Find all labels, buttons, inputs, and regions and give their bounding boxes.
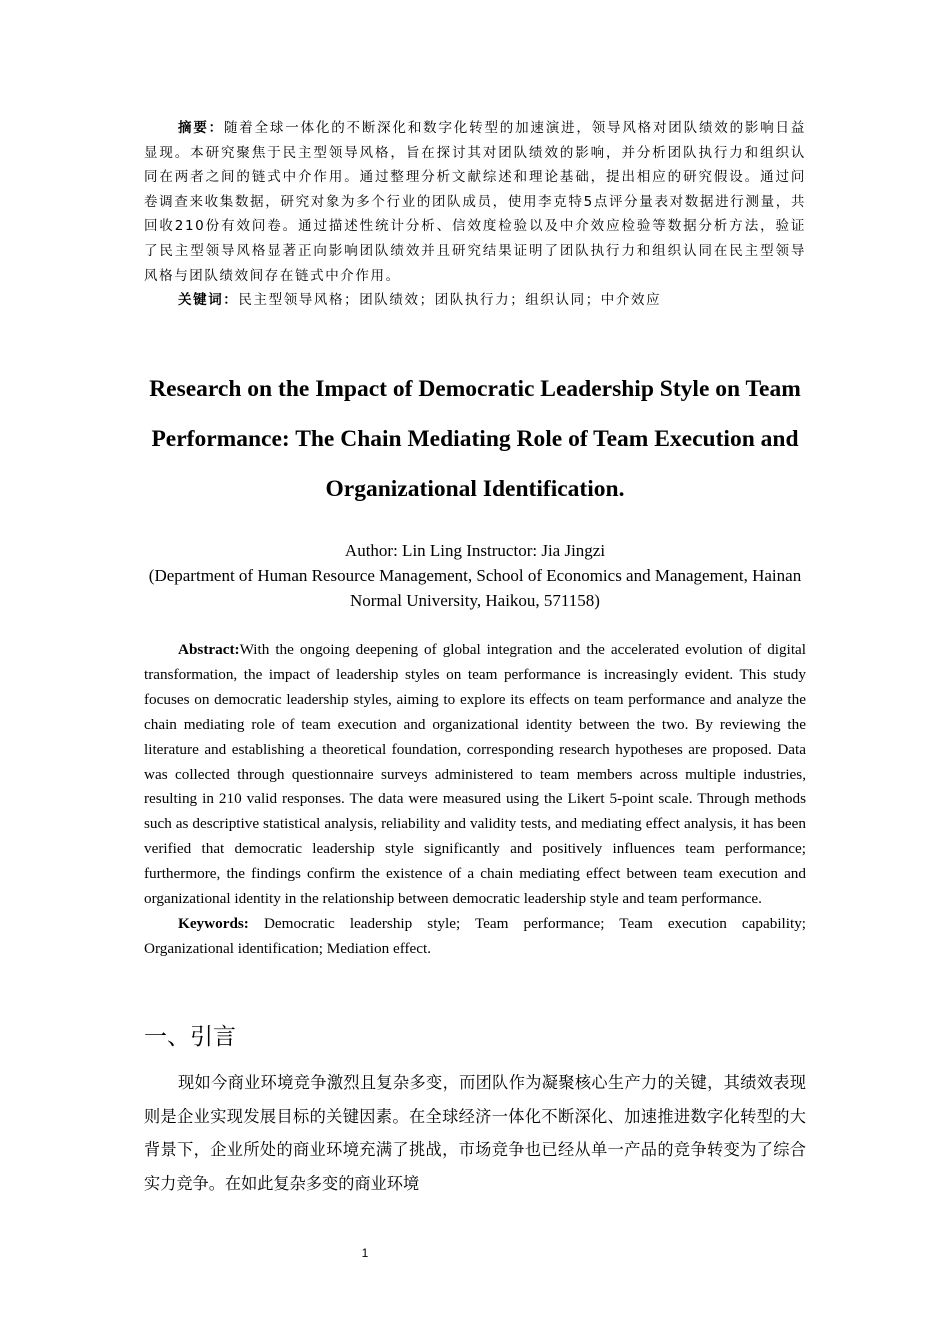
introduction-paragraph: 现如今商业环境竞争激烈且复杂多变，而团队作为凝聚核心生产力的关键，其绩效表现则是企业实现发展目标的关键因素。在全球经济一体化不断深化、加速推进数字化转型的大背景下，企业所处的商业环境充满了挑战，市场竞争也已经从单一产品的竞争转变为了综合实力竞争。在如此复杂多变的商业环境 — [144, 1073, 806, 1193]
author-affiliation: (Department of Human Resource Management, School of Economics and Management, Hainan Normal University, Haikou, 571158) — [148, 566, 802, 610]
english-abstract-text: With the ongoing deepening of global integration and the accelerated evolution of digital transformation, the impact of leadership styles on team performance is increasingly evident. This study focuses on democratic leadership styles, aiming to explore its effects on team performance and analyze the chain mediating role of team execution and organizational identity between the two. By reviewing the literature and establishing a theoretical foundation, corresponding research hypotheses are proposed. Data was collected through questionnaire surveys administered to team members across multiple industries, resulting in 210 valid responses. The data were measured using the Likert 5-point scale. Through methods such as descriptive statistical analysis, reliability and validity tests, and mediating effect analysis, it has been verified that democratic leadership style significantly and positively influences team performance; furthermore, the findings confirm the existence of a chain mediating effect between team execution and organizational identity in the relationship between democratic leadership style and team performance. — [144, 641, 806, 908]
english-abstract — [144, 638, 806, 962]
author-line: Author: Lin Ling Instructor: Jia Jingzi — [344, 541, 606, 560]
chinese-keywords — [144, 288, 806, 313]
page-number: 1 — [361, 1246, 369, 1260]
english-abstract-label: Abstract: — [178, 641, 240, 658]
english-abstract-paragraph — [144, 638, 806, 912]
chinese-abstract-paragraph — [144, 116, 806, 288]
english-title: Research on the Impact of Democratic Leadership Style on Team Performance: The Chain Mediating Role of Team Execution and Organizational Identification. — [149, 376, 801, 502]
english-keywords-label: Keywords: — [178, 914, 249, 932]
chinese-abstract-label: 摘要： — [178, 120, 224, 136]
chinese-keywords-label: 关键词： — [178, 292, 239, 309]
english-keywords-text: Democratic leadership style; Team performance; Team execution capability; Organizational identification; Mediation effect. — [144, 914, 807, 957]
chinese-abstract-text: 随着全球一体化的不断深化和数字化转型的加速演进，领导风格对团队绩效的影响日益显现。本研究聚焦于民主型领导风格，旨在探讨其对团队绩效的影响，并分析团队执行力和组织认同在两者之间的链式中介作用。通过整理分析文献综述和理论基础，提出相应的研究假设。通过问卷调查来收集数据，研究对象为多个行业的团队成员，使用李克特5点评分量表对数据进行测量，共回收210份有效问卷。通过描述性统计分析、信效度检验以及中介效应检验等数据分析方法，验证了民主型领导风格显著正向影响团队绩效并且研究结果证明了团队执行力和组织认同在民主型领导风格与团队绩效间存在链式中介作用。 — [144, 120, 806, 284]
author-block — [144, 538, 806, 613]
chinese-abstract — [144, 116, 806, 313]
section-heading-introduction: 一、引言 — [144, 1024, 236, 1050]
chinese-keywords-text: 民主型领导风格；团队绩效；团队执行力；组织认同；中介效应 — [238, 292, 662, 309]
english-keywords — [144, 912, 806, 962]
